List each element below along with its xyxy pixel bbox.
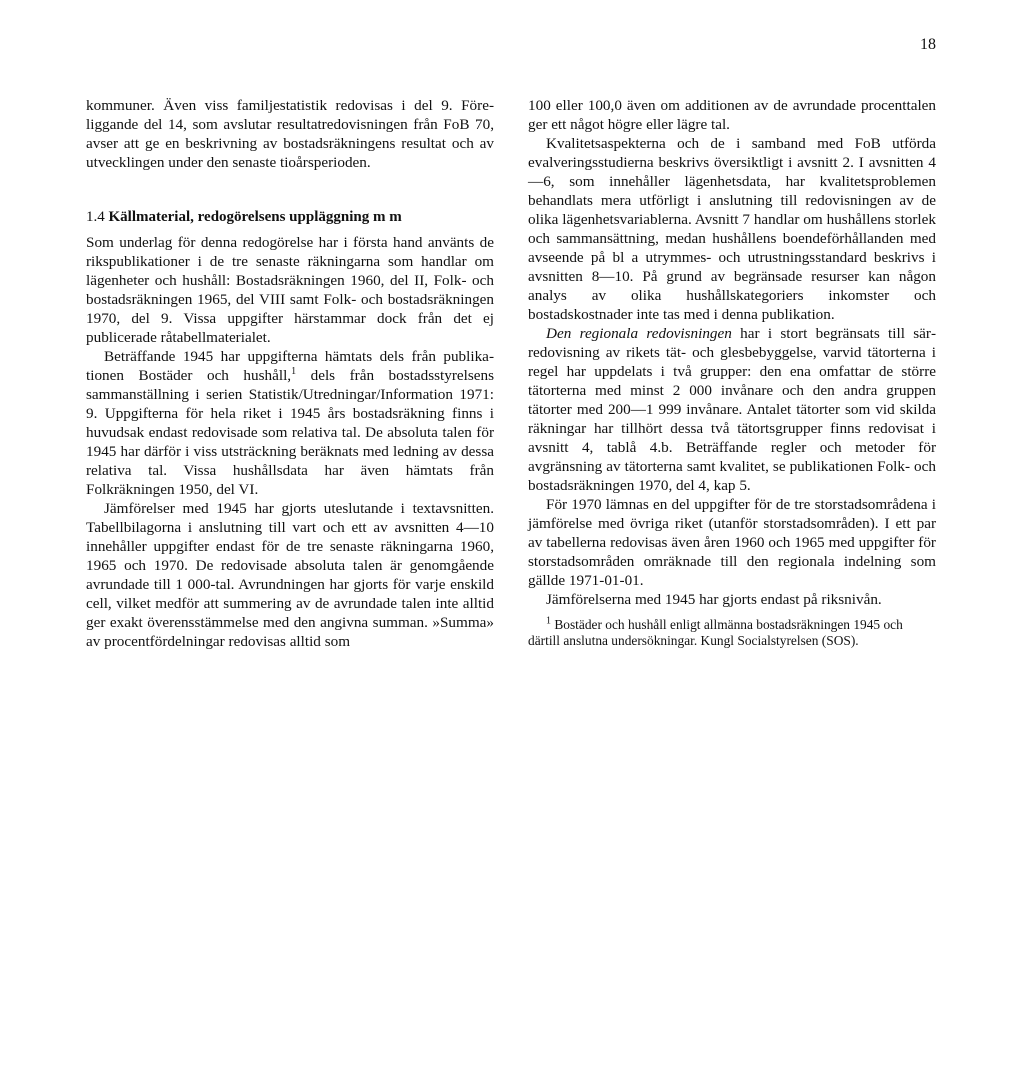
section-heading [86,208,494,227]
body-paragraph-5 [528,324,936,495]
body-paragraph-7: Jämförelserna med 1945 har gjorts endast på riksnivån. [546,591,882,608]
paragraph-2-text-b: dels från bostadsstyrelsens sammanställning i serien Statistik/Utredningar/Information 1971: 9. Uppgifterna för hela riket i 1945 års bostadsräkning finns i huvudsak endast redovisade som relativa tal. De absoluta talen för 1945 har därför i viss utsträckning beräknats med ledning av dessa relativa tal. Vissa hushållsdata har även hämtats från Folkräkningen 1950, del VI. [86,367,495,498]
paragraph-2-text-a: Beträffande 1945 har uppgifterna hämtats dels från publikationen Bostäder och hushåll, [86,348,494,384]
section-title: Källmaterial, redogörelsens uppläggning m m [108,209,402,225]
body-paragraph-2 [86,347,494,499]
body-paragraph-3: Jämförelser med 1945 har gjorts uteslutande i textavsnitten. Tabellbilagorna i anslutning till vart och ett av avsnitten 4—10 innehåller uppgifter endast för de tre senaste räkningarna 1960, 1965 och 1970. De redovisade absoluta talen är genomgående avrundade till 1 000-tal. Avrundningen har gjorts för varje enskild cell, vilket medför att summering av de avrundade talen inte alltid ger exakt överensstämmelse med den angivna summan. »Summa» av procentfördelningar redovisas alltid som [86,500,494,650]
body-paragraph-1: Som underlag för denna redogörelse har i första hand använts de rikspublikationer i de tre senaste räkningarna som handlar om lägenheter och hushåll: Bostadsräkningen 1960, del II, Folk- och bostadsräkningen 1965, del VIII samt Folk- och bostadsräkningen 1970, del 9. Vissa uppgifter härstammar dock från det ej publicerade råtabellmaterialet. [86,234,494,346]
footnote-mark: 1 [546,615,551,627]
page-number: 18 [920,36,936,53]
footnote [528,617,936,649]
body-paragraph-4: Kvalitetsaspekterna och de i samband med FoB utförda evalveringsstudierna beskrivs översiktligt i avsnitt 2. I avsnitten 4—6, som innehåller lägenhetsdata, har kvalitetsproblemen behandlats mera utförligt i anslutning till redovisningen av de olika lägenhetsvariablerna. Avsnitt 7 handlar om hushållens storlek och sammansättning, medan hushållens boendeförhållanden med avseende på bl a utrymmes- och utrustningsstandard beskrivs i avsnitten 8—10. På grund av begränsade resurser kan någon analys av olika hushållskategoriers inkomster och bostadskostnader inte tas med i denna publikation. [528,135,936,323]
emphasized-term: Den regionala redovisningen [546,325,732,342]
right-column [528,96,936,649]
footnote-text: Bostäder och hushåll enligt allmänna bostadsräkningen 1945 och därtill anslutna undersökningar. Kungl Socialstyrelsen (SOS). [528,617,903,648]
footnote-reference: 1 [291,365,297,377]
left-column [86,96,494,651]
section-number: 1.4 [86,209,105,225]
body-paragraph-6: För 1970 lämnas en del uppgifter för de tre storstadsområdena i jämförelse med övriga riket (utanför storstadsområden). I ett par av tabellerna redovisas även åren 1960 och 1965 med uppgifter för storstadsområden omräknade till den regionala indelning som gällde 1971-01-01. [528,496,936,589]
continued-paragraph: 100 eller 100,0 även om additionen av de avrundade procenttalen ger ett något högre eller lägre tal. [528,97,936,133]
paragraph-5-text: har i stort begränsats till särredovisning av rikets tät- och glesbebyggelse, varvid tätorterna i regel har uppdelats i två grupper: den ena omfattar de större tätorterna med minst 2 000 invånare och den andra gruppen tätorter med 200—1 999 invånare. Antalet tätorter som vid skilda räkningar har tillhört dessa två tätortsgrupper finns redovisat i avsnitt 4, tablå 4.b. Beträffande regler och metoder för avgränsning av tätorterna samt kvalitet, se publikationen Folk- och bostadsräkningen 1970, del 4, kap 5. [528,325,936,494]
intro-paragraph: kommuner. Även viss familjestatistik redovisas i del 9. Föreliggande del 14, som avslutar resultatredovisningen från FoB 70, avser att ge en beskrivning av bostadsräkningens resultat och av utvecklingen under den senaste tioårsperioden. [86,97,494,171]
